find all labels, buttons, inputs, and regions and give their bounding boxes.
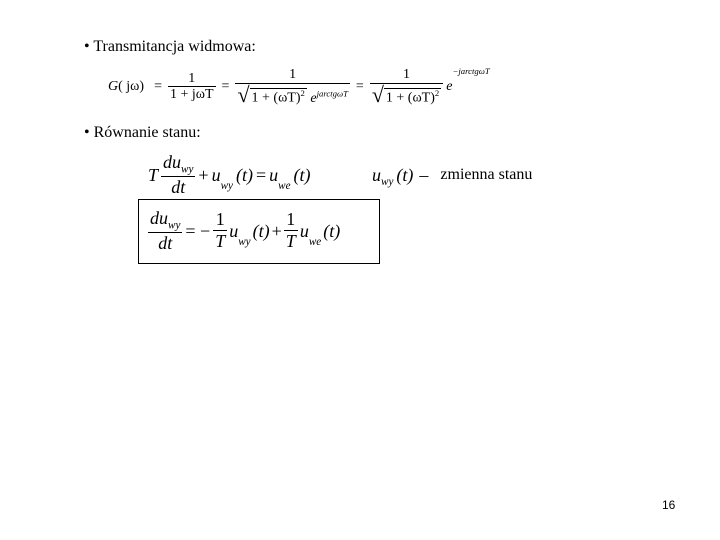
eq1-fraction-1 [168, 71, 216, 103]
eq2-du: du [163, 151, 182, 172]
equation-transmitancja [108, 62, 490, 112]
eq1-fraction-3 [370, 67, 443, 106]
eq2-equals: = [255, 164, 267, 185]
eq2-derivative [161, 153, 195, 198]
eq1-equals-1: = [154, 79, 162, 94]
section-transmitancja-heading [84, 38, 256, 56]
sqrt-symbol: √ $1 + (\omega T)^2$ [237, 81, 305, 107]
eq1-e-2: e [446, 79, 453, 94]
eq3-plus: + [271, 220, 282, 241]
section-rownanie-heading [84, 124, 201, 142]
eq3-t-2: (t) [323, 220, 341, 241]
eq3-u-wy: wy [238, 236, 251, 248]
eq2-u: u [211, 164, 221, 185]
eq1-equals-2: = [221, 79, 230, 94]
eq1-fraction-2 [235, 67, 349, 106]
note-u: u [372, 164, 381, 185]
bullet: • [84, 38, 90, 55]
eq3-t-1: (t) [252, 220, 270, 241]
eq1-exponent-2: −jarctgωT [452, 66, 490, 76]
page-number: 16 [662, 498, 676, 512]
eq1-exponent: jarctgωT [316, 87, 348, 98]
note-dash: – [419, 164, 429, 185]
eq3-du: du [150, 207, 168, 228]
equation-rownanie-stanu [148, 148, 311, 202]
note-text: zmienna stanu [440, 166, 533, 183]
eq1-frac1-den: 1 + jωT [169, 87, 214, 103]
equation-state-form [148, 204, 340, 258]
eq3-derivative [148, 209, 182, 254]
section-title: Transmitancja widmowa: [93, 38, 256, 55]
eq1-sqrt-body: 1 + (ωT) [251, 90, 301, 106]
boxed-equation [138, 199, 380, 264]
eq2-u-we: we [278, 180, 291, 192]
eq1-frac1-num: 1 [188, 70, 196, 86]
eq1-frac3-num: 1 [403, 67, 411, 83]
eq2-wy: wy [181, 163, 194, 176]
eq2-u-wy: wy [220, 180, 233, 192]
eq3-T-1: T [215, 231, 226, 252]
note-wy: wy [381, 176, 394, 188]
eq3-T-2: T [285, 231, 296, 252]
eq1-frac2-num: 1 [289, 67, 297, 83]
eq1-sqrt-body-2: 1 + (ωT) [385, 90, 435, 106]
eq3-u-1: u [229, 220, 239, 241]
bullet: • [84, 124, 90, 141]
eq3-coef-2 [284, 210, 298, 251]
eq3-one-2: 1 [286, 209, 296, 230]
eq1-square: 2 [300, 87, 305, 98]
eq1-frac2-den [235, 81, 349, 107]
eq1-arg: ( jω) [118, 79, 145, 94]
eq3-coef-1 [213, 210, 227, 251]
eq3-u-2: u [299, 220, 309, 241]
state-variable-note [372, 160, 532, 190]
eq3-u-we: we [308, 236, 322, 248]
eq1-square-2: 2 [434, 87, 440, 98]
eq2-u-2: u [269, 164, 279, 185]
eq1-G: G [108, 79, 119, 94]
note-t: (t) [396, 164, 414, 185]
eq3-equals-minus: = − [185, 220, 211, 241]
eq1-equals-3: = [355, 79, 364, 94]
eq3-one-1: 1 [215, 209, 225, 230]
sqrt-symbol-2: √ $1 + (\omega T)^2$ [371, 81, 440, 107]
section-title: Równanie stanu: [93, 124, 201, 141]
eq2-t-2: (t) [293, 164, 311, 185]
eq2-dt: dt [171, 176, 186, 197]
eq2-plus: + [198, 164, 209, 185]
eq1-frac3-den [370, 81, 443, 107]
eq3-wy: wy [168, 219, 181, 232]
eq2-T: T [148, 164, 159, 185]
eq2-t: (t) [235, 164, 253, 185]
eq1-e: e [310, 90, 317, 106]
eq3-dt: dt [158, 232, 173, 253]
